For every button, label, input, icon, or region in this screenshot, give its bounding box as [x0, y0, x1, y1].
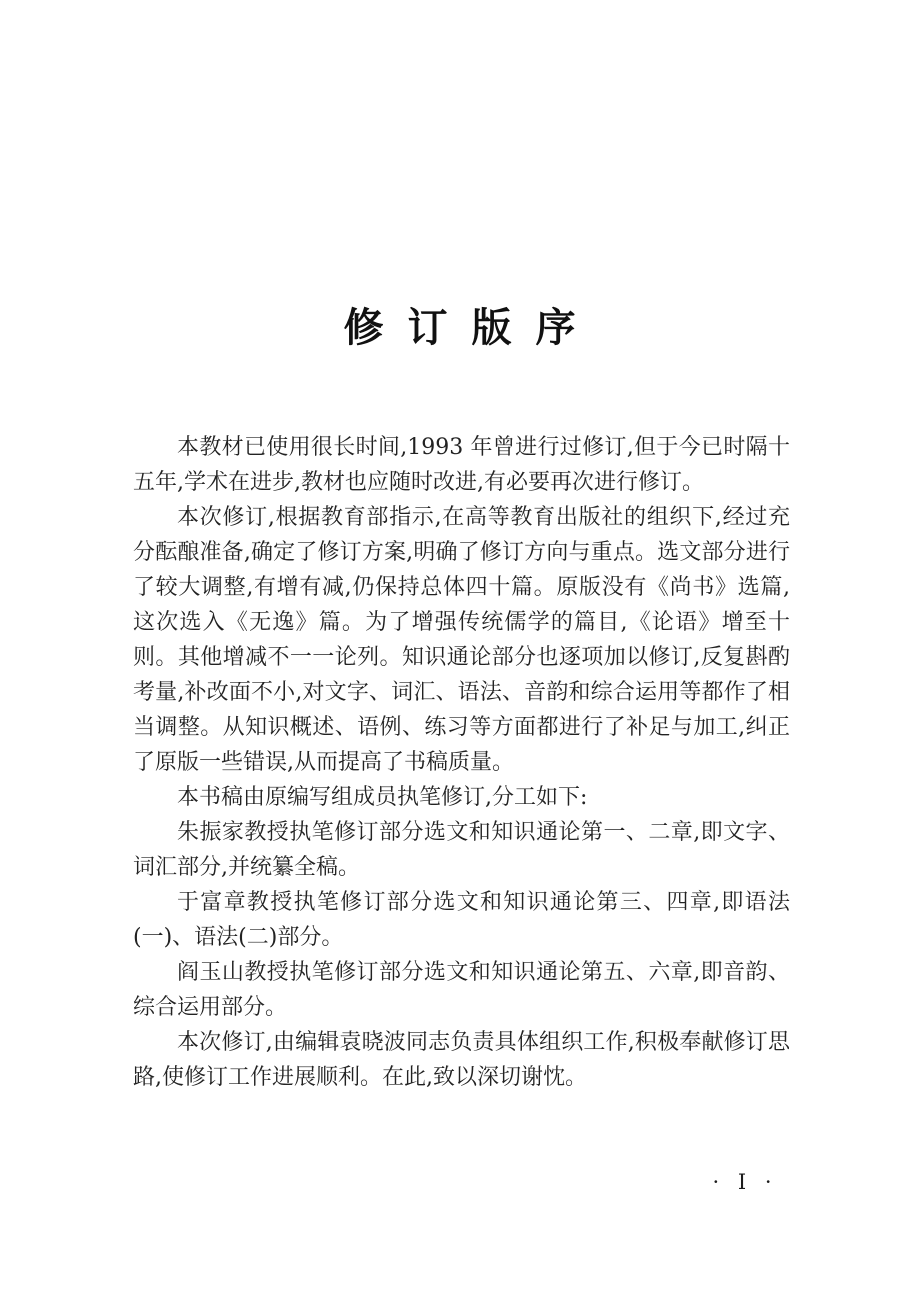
page-number: · Ⅰ ·: [712, 1170, 778, 1194]
paragraph-2: 本次修订,根据教育部指示,在高等教育出版社的组织下,经过充分酝酿准备,确定了修订方案,明确了修订方向与重点。选文部分进行了较大调整,有增有减,仍保持总体四十篇。原版没有《尚书》选篇,这次选入《无逸》篇。为了增强传统儒学的篇目,《论语》增至十则。其他增减不一一论列。知识通论部分也逐项加以修订,反复斟酌考量,补改面不小,对文字、词汇、语法、音韵和综合运用等都作了相当调整。从知识概述、语例、练习等方面都进行了补足与加工,纠正了原版一些错误,从而提高了书稿质量。: [133, 505, 790, 775]
paragraph-3: 本书稿由原编写组成员执笔修订,分工如下:: [177, 785, 588, 810]
page-title: 修订版序: [343, 304, 600, 351]
paragraph-1: 本教材已使用很长时间,1993 年曾进行过修订,但于今已时隔十五年,学术在进步,教材也应随时改进,有必要再次进行修订。: [133, 435, 790, 495]
paragraph-4: 朱振家教授执笔修订部分选文和知识通论第一、二章,即文字、词汇部分,并统纂全稿。: [133, 820, 790, 880]
preface-body: [133, 430, 790, 1095]
paragraph-7: 本次修订,由编辑袁晓波同志负责具体组织工作,积极奉献修订思路,使修订工作进展顺利。在此,致以深切谢忱。: [133, 1030, 790, 1090]
paragraph-6: 阎玉山教授执笔修订部分选文和知识通论第五、六章,即音韵、综合运用部分。: [133, 960, 790, 1020]
paragraph-5: 于富章教授执笔修订部分选文和知识通论第三、四章,即语法(一)、语法(二)部分。: [133, 890, 790, 950]
